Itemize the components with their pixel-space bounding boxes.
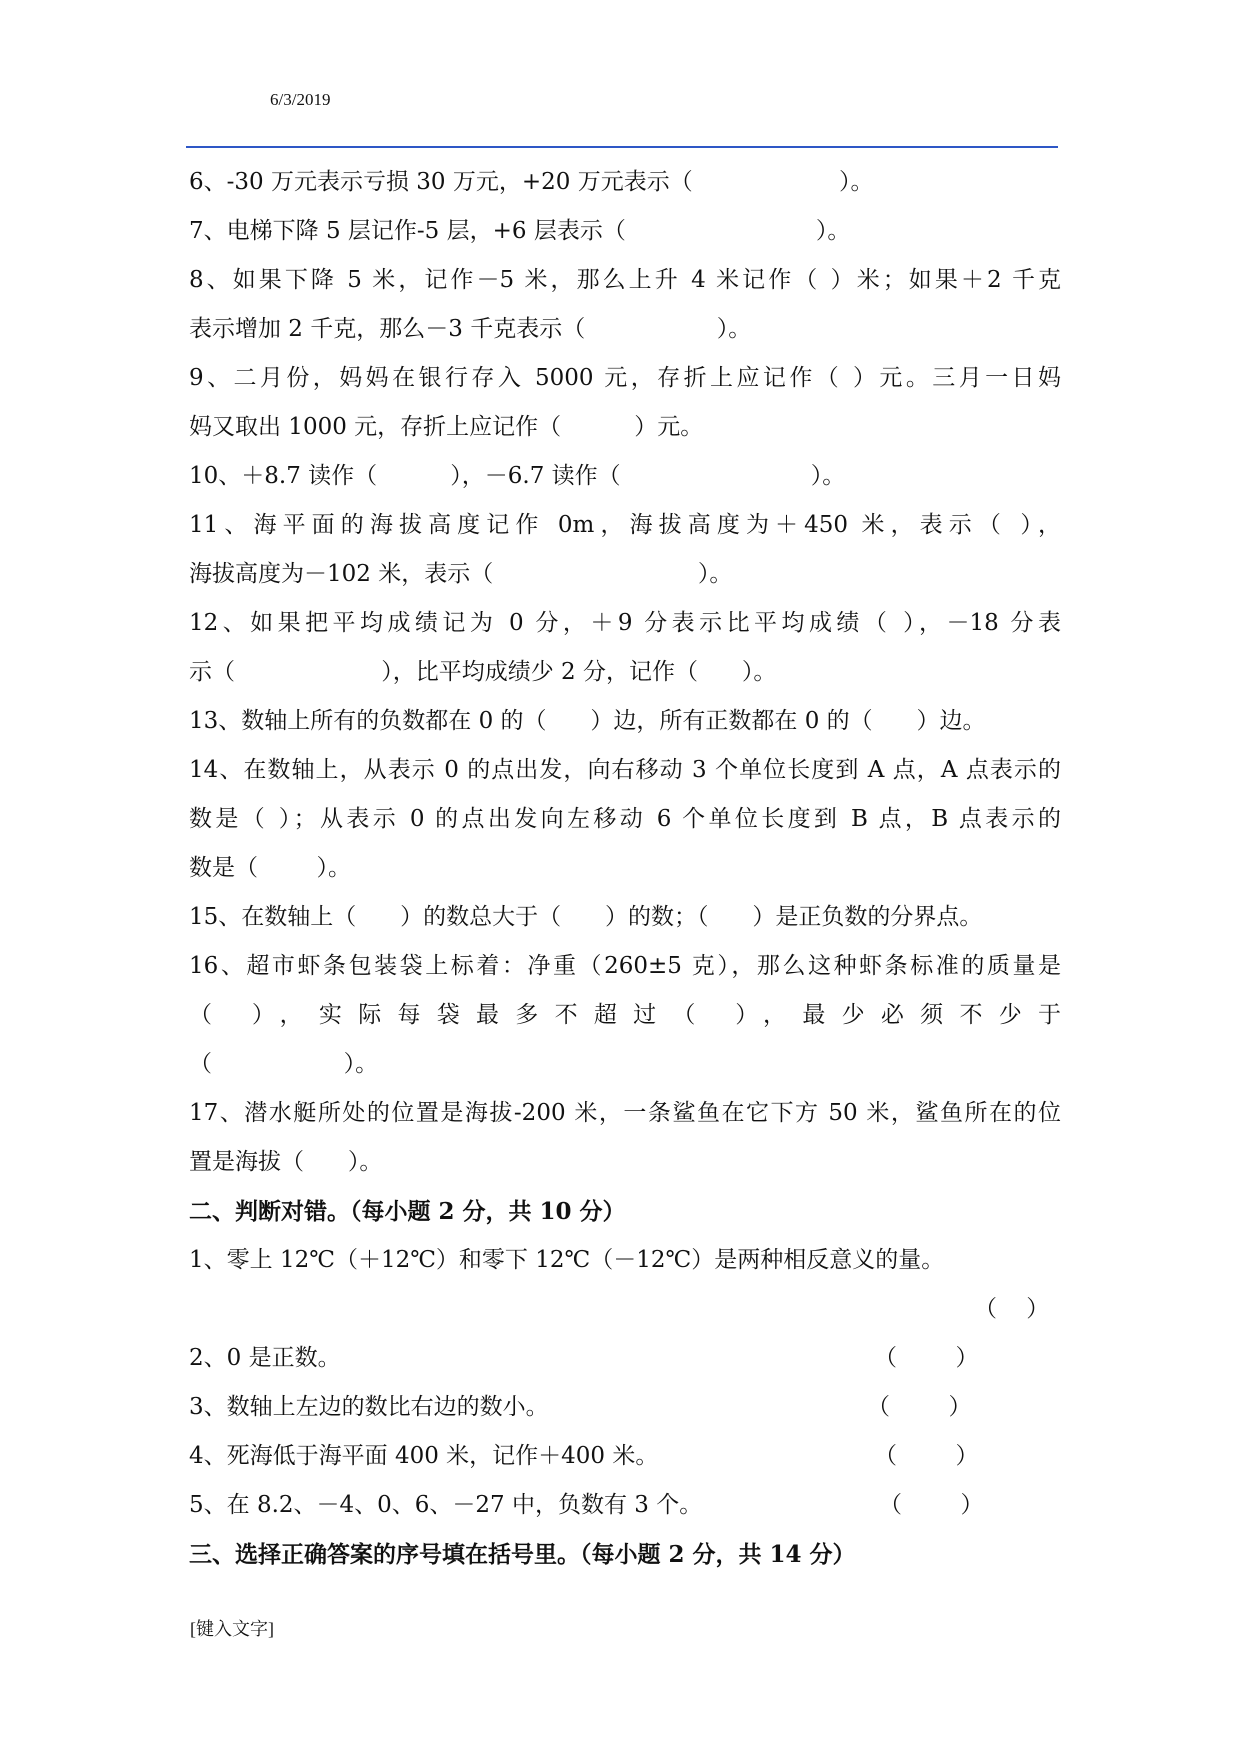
question-line (189, 354, 1061, 403)
answer-bracket: （ ） (874, 1345, 979, 1371)
question-line (189, 452, 1069, 501)
line-text: 数是（ ）。 (189, 855, 351, 881)
line-text: 3、数轴上左边的数比右边的数小。 (189, 1394, 549, 1420)
line-text: 10、＋8.7 读作（ ），－6.7 读作（ ）。 (189, 463, 846, 489)
answer-bracket: （ ） (867, 1394, 972, 1420)
line-text: 17、潜水艇所处的位置是海拔-200 米，一条鲨鱼在它下方 50 米，鲨鱼所在的位 (189, 1100, 1061, 1126)
section-heading (189, 1530, 1069, 1579)
answer-bracket: （ ） (974, 1296, 1050, 1322)
line-text: 海拔高度为－102 米，表示（ ）。 (189, 561, 733, 587)
question-line (189, 207, 1069, 256)
line-text: （ ）。 (189, 1051, 379, 1077)
question-line (189, 1138, 1069, 1187)
question-line (189, 697, 1069, 746)
line-text: 三、选择正确答案的序号填在括号里。（每小题 2 分，共 14 分） (189, 1541, 856, 1568)
question-line (189, 1383, 1069, 1432)
question-line (189, 158, 1069, 207)
question-line (189, 1432, 1069, 1481)
line-text: 2、0 是正数。 (189, 1345, 341, 1371)
question-line (189, 795, 1061, 844)
question-line (189, 403, 1069, 452)
question-line (189, 1040, 1069, 1089)
question-line (189, 305, 1069, 354)
question-line (189, 1285, 1069, 1334)
question-line (189, 991, 1061, 1040)
question-line (189, 256, 1061, 305)
line-text: 表示增加 2 千克，那么－3 千克表示（ ）。 (189, 316, 752, 342)
answer-bracket: （ ） (874, 1443, 979, 1469)
line-text: 9、二月份，妈妈在银行存入 5000 元，存折上应记作（ ）元。三月一日妈 (189, 365, 1061, 391)
line-text: 7、电梯下降 5 层记作-5 层，+6 层表示（ ）。 (189, 218, 851, 244)
header-date: 6/3/2019 (270, 90, 331, 109)
line-text: 13、数轴上所有的负数都在 0 的（ ）边，所有正数都在 0 的（ ）边。 (189, 708, 986, 734)
line-text: 16、超市虾条包装袋上标着：净重（260±5 克），那么这种虾条标准的质量是 (189, 953, 1061, 979)
question-line (189, 1334, 1069, 1383)
line-text: 妈又取出 1000 元，存折上应记作（ ）元。 (189, 414, 704, 440)
line-text: 14、在数轴上，从表示 0 的点出发，向右移动 3 个单位长度到 A 点，A 点表示的 (189, 757, 1061, 783)
line-text: 数是（ ）；从表示 0 的点出发向左移动 6 个单位长度到 B 点，B 点表示的 (189, 806, 1061, 832)
line-text: （ ），实际每袋最多不超过（ ），最少必须不少于 (189, 1002, 1061, 1028)
line-text: 5、在 8.2、－4、0、6、－27 中，负数有 3 个。 (189, 1492, 703, 1518)
line-text: 15、在数轴上（ ）的数总大于（ ）的数；（ ）是正负数的分界点。 (189, 904, 983, 930)
question-line (189, 501, 1061, 550)
question-line (189, 1089, 1061, 1138)
question-line (189, 1481, 1069, 1530)
footer-placeholder: [键入文字] (190, 1619, 274, 1639)
answer-bracket: （ ） (879, 1492, 984, 1518)
line-text: 11、海平面的海拔高度记作 0m，海拔高度为＋450 米，表示（ ）， (189, 512, 1061, 538)
question-line (189, 599, 1061, 648)
header-rule (186, 146, 1058, 148)
line-text: 示（ ），比平均成绩少 2 分，记作（ ）。 (189, 659, 777, 685)
worksheet-body (189, 158, 1069, 1579)
question-line (189, 1236, 1069, 1285)
question-line (189, 893, 1069, 942)
question-line (189, 844, 1069, 893)
line-text: 1、零上 12℃（＋12℃）和零下 12℃（－12℃）是两种相反意义的量。 (189, 1247, 945, 1273)
line-text: 12、如果把平均成绩记为 0 分，＋9 分表示比平均成绩（ ），－18 分表 (189, 610, 1061, 636)
line-text: 二、判断对错。（每小题 2 分，共 10 分） (189, 1198, 626, 1225)
section-heading (189, 1187, 1069, 1236)
line-text: 4、死海低于海平面 400 米，记作＋400 米。 (189, 1443, 659, 1469)
question-line (189, 648, 1069, 697)
line-text: 置是海拔（ ）。 (189, 1149, 383, 1175)
question-line (189, 746, 1061, 795)
line-text: 8、如果下降 5 米，记作－5 米，那么上升 4 米记作（ ）米；如果＋2 千克 (189, 267, 1061, 293)
question-line (189, 550, 1069, 599)
question-line (189, 942, 1061, 991)
line-text: 6、-30 万元表示亏损 30 万元，+20 万元表示（ ）。 (189, 169, 874, 195)
